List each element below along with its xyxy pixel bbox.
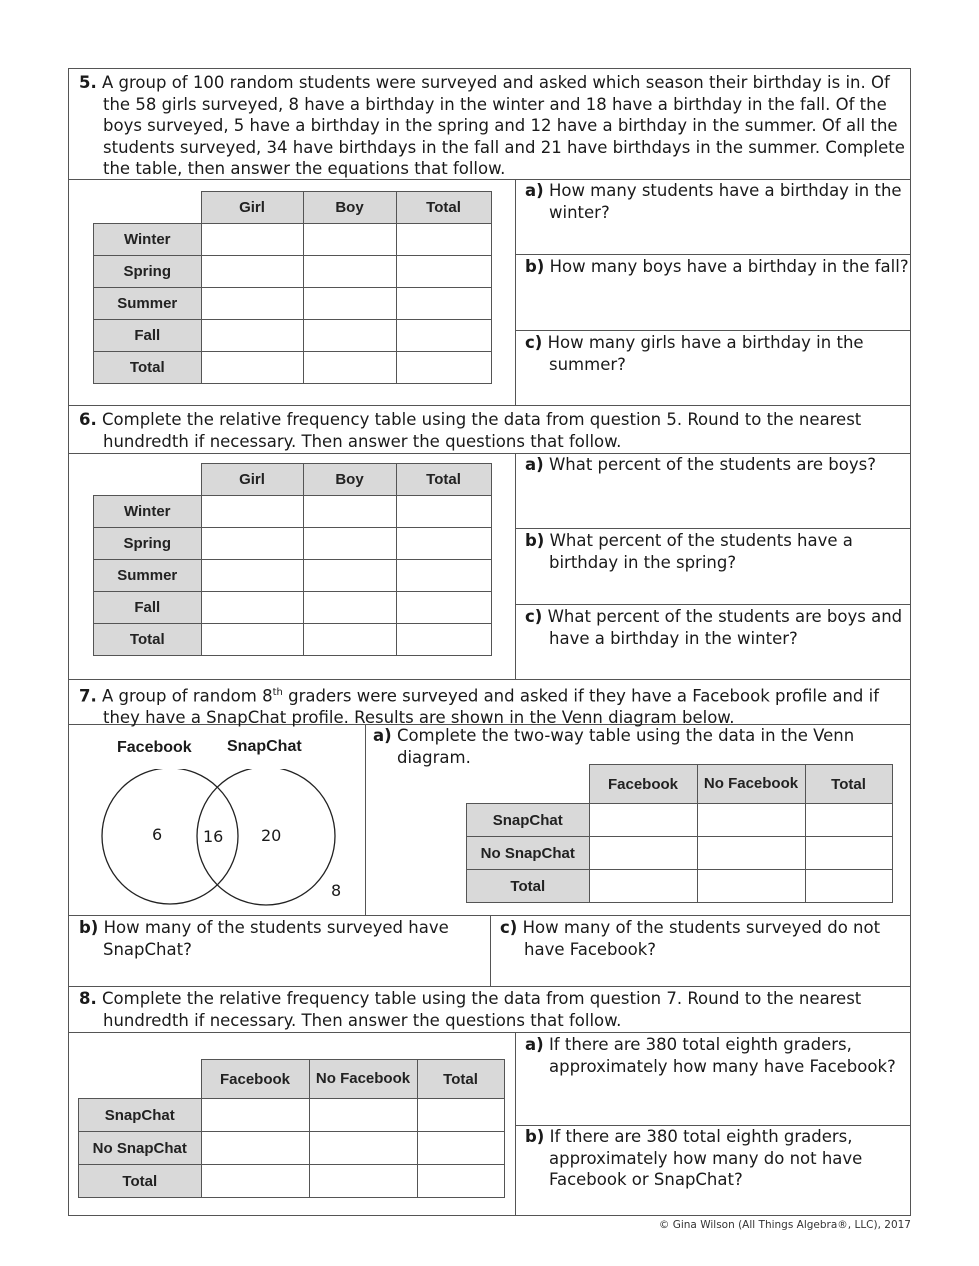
divider [69, 679, 910, 680]
q6-table [93, 463, 492, 656]
table-cell[interactable] [396, 256, 491, 288]
table-header: SnapChat [467, 804, 590, 837]
table-cell[interactable] [697, 870, 805, 903]
table-cell[interactable] [697, 837, 805, 870]
table-cell[interactable] [303, 624, 396, 656]
table-cell[interactable] [303, 352, 396, 384]
divider [69, 1032, 910, 1033]
q6-question-c: c) What percent of the students are boys and have a birthday in the winter? [525, 607, 903, 648]
q7-part-a: a) Complete the two-way table using the data in the Venn diagram. [373, 726, 855, 767]
table-cell[interactable] [201, 1132, 309, 1165]
table-header: Total [467, 870, 590, 903]
table-header: Total [94, 624, 202, 656]
table-cell[interactable] [417, 1099, 504, 1132]
q7-table [466, 764, 893, 903]
table-header: Spring [94, 528, 202, 560]
table-cell[interactable] [805, 837, 892, 870]
table-cell[interactable] [201, 528, 303, 560]
table-cell[interactable] [396, 528, 491, 560]
table-cell[interactable] [396, 592, 491, 624]
worksheet [68, 68, 911, 1216]
table-cell[interactable] [417, 1132, 504, 1165]
table-header: Fall [94, 320, 202, 352]
table-cell[interactable] [805, 804, 892, 837]
venn-label-facebook: Facebook [117, 739, 192, 756]
table-header: Total [79, 1165, 202, 1198]
q8-table [78, 1059, 505, 1198]
q7-part-c: c) How many of the students surveyed do not have Facebook? [500, 918, 881, 959]
q7-part-b: b) How many of the students surveyed have SnapChat? [79, 918, 449, 959]
table-header: Total [396, 192, 491, 224]
q5-question-c: c) How many girls have a birthday in the summer? [525, 333, 864, 374]
divider [69, 986, 910, 987]
table-cell[interactable] [396, 320, 491, 352]
table-cell[interactable] [303, 224, 396, 256]
table-cell[interactable] [303, 496, 396, 528]
table-header: Winter [94, 496, 202, 528]
q5-question-a: a) How many students have a birthday in the winter? [525, 181, 902, 222]
table-cell[interactable] [589, 870, 697, 903]
table-cell[interactable] [201, 352, 303, 384]
table-cell[interactable] [309, 1132, 417, 1165]
table-cell[interactable] [303, 256, 396, 288]
table-header: Fall [94, 592, 202, 624]
venn-only-snapchat: 20 [261, 826, 282, 845]
venn-neither: 8 [331, 881, 342, 900]
copyright-footer: © Gina Wilson (All Things Algebra®, LLC), 2017 [658, 1219, 911, 1231]
table-header: Total [805, 765, 892, 804]
table-cell[interactable] [396, 352, 491, 384]
table-header: SnapChat [79, 1099, 202, 1132]
venn-label-snapchat: SnapChat [227, 738, 302, 755]
divider [69, 405, 910, 406]
table-header: No SnapChat [467, 837, 590, 870]
table-header: Winter [94, 224, 202, 256]
table-cell[interactable] [396, 560, 491, 592]
table-header: Facebook [589, 765, 697, 804]
table-header: Girl [201, 192, 303, 224]
table-header: Summer [94, 560, 202, 592]
q6-question-b: b) What percent of the students have a birthday in the spring? [525, 531, 853, 572]
table-cell[interactable] [201, 592, 303, 624]
table-cell[interactable] [309, 1099, 417, 1132]
q5-table [93, 191, 492, 384]
table-header: Summer [94, 288, 202, 320]
q5-question-b: b) How many boys have a birthday in the fall? [525, 257, 909, 276]
table-cell[interactable] [201, 624, 303, 656]
table-cell[interactable] [201, 256, 303, 288]
table-cell[interactable] [396, 496, 491, 528]
table-cell[interactable] [303, 592, 396, 624]
q8-prompt: 8. Complete the relative frequency table using the data from question 7. Round to the nearest hundredth if necessary. Then answer the questions that follow. [79, 989, 862, 1030]
table-cell[interactable] [396, 224, 491, 256]
table-header: No SnapChat [79, 1132, 202, 1165]
table-header: Spring [94, 256, 202, 288]
table-cell[interactable] [303, 528, 396, 560]
table-header: Boy [303, 464, 396, 496]
table-header: Facebook [201, 1060, 309, 1099]
table-cell[interactable] [201, 320, 303, 352]
table-cell[interactable] [805, 870, 892, 903]
table-header: No Facebook [309, 1060, 417, 1099]
table-cell[interactable] [201, 224, 303, 256]
table-cell[interactable] [201, 1165, 309, 1198]
q5-prompt: 5. A group of 100 random students were surveyed and asked which season their birthday is in. Of the 58 girls surveyed, 8 have a birthday in the winter and 18 have a birthday in the fall. Of the boys surveyed, 5 have a birthday in the spring and 12 have a birthday in the summer. Of all the students surveyed, 34 have birthdays in the fall and 21 have birthdays in the summer. Complete the table, then answer the equations that follow. [79, 73, 905, 178]
table-cell[interactable] [201, 496, 303, 528]
table-cell[interactable] [303, 288, 396, 320]
table-cell[interactable] [589, 804, 697, 837]
table-cell[interactable] [303, 560, 396, 592]
q7-prompt: 7. A group of random 8th graders were surveyed and asked if they have a Facebook profile and if they have a SnapChat profile. Results are shown in the Venn diagram below. [79, 686, 880, 727]
table-header: Boy [303, 192, 396, 224]
table-cell[interactable] [396, 624, 491, 656]
table-cell[interactable] [396, 288, 491, 320]
table-header: Total [396, 464, 491, 496]
table-cell[interactable] [201, 288, 303, 320]
table-cell[interactable] [589, 837, 697, 870]
q6-prompt: 6. Complete the relative frequency table using the data from question 5. Round to the nearest hundredth if necessary. Then answer the questions that follow. [79, 410, 862, 451]
table-cell[interactable] [309, 1165, 417, 1198]
q8-question-a: a) If there are 380 total eighth graders, approximately how many have Facebook? [525, 1035, 896, 1076]
table-header: Total [417, 1060, 504, 1099]
table-header: Girl [201, 464, 303, 496]
table-header: No Facebook [697, 765, 805, 804]
table-cell[interactable] [201, 560, 303, 592]
venn-both: 16 [203, 827, 224, 846]
table-cell[interactable] [417, 1165, 504, 1198]
venn-only-facebook: 6 [152, 825, 163, 844]
table-header: Total [94, 352, 202, 384]
table-cell[interactable] [201, 1099, 309, 1132]
table-cell[interactable] [303, 320, 396, 352]
q6-question-a: a) What percent of the students are boys? [525, 455, 876, 474]
table-cell[interactable] [697, 804, 805, 837]
q8-question-b: b) If there are 380 total eighth graders, approximately how many do not have Facebook or SnapChat? [525, 1127, 863, 1189]
